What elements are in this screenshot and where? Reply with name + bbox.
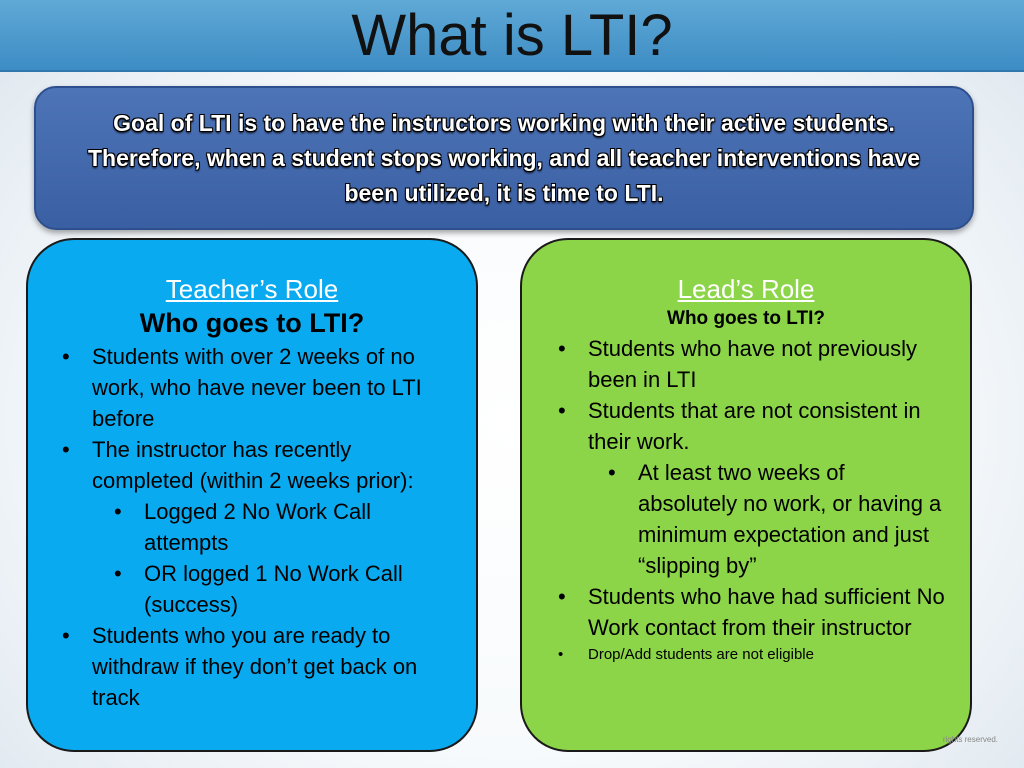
list-item [588, 395, 946, 581]
sub-list-item: • Logged 2 No Work Call attempts [144, 496, 454, 558]
list-item-text: Students that are not consistent in their work. [588, 398, 921, 454]
lead-sub-list [638, 457, 946, 581]
teacher-role-subtitle: Who goes to LTI? [139, 308, 365, 338]
teacher-role-panel [26, 238, 478, 752]
teacher-criteria-list [92, 341, 454, 713]
goal-text: Goal of LTI is to have the instructors working with their active students. Therefore, when a student stops working, and all teacher interventions have been utilized, it is time to LTI. [87, 109, 921, 206]
list-item: • Students who you are ready to withdraw if they don’t get back on track [92, 620, 454, 713]
goal-callout [34, 86, 974, 230]
list-item: • Students with over 2 weeks of no work, who have never been to LTI before [92, 341, 454, 434]
teacher-role-title: Teacher’s Role [165, 274, 339, 304]
list-item [92, 434, 454, 620]
list-item: • Students who have not previously been in LTI [588, 333, 946, 395]
lead-role-subtitle: Who goes to LTI? [667, 308, 825, 329]
list-item-text: The instructor has recently completed (within 2 weeks prior): [92, 437, 414, 493]
copyright-note: rights reserved. [942, 735, 998, 744]
list-item: • Students who have had sufficient No Work contact from their instructor [588, 581, 946, 643]
teacher-sub-list [144, 496, 454, 620]
lead-criteria-list [588, 333, 946, 667]
sub-list-item: • At least two weeks of absolutely no work, or having a minimum expectation and just “slipping by” [638, 457, 946, 581]
lead-role-title: Lead’s Role [677, 274, 815, 304]
list-item: • Drop/Add students are not eligible [588, 643, 946, 667]
sub-list-item: • OR logged 1 No Work Call (success) [144, 558, 454, 620]
lead-role-panel [520, 238, 972, 752]
slide-title: What is LTI? [351, 3, 673, 68]
